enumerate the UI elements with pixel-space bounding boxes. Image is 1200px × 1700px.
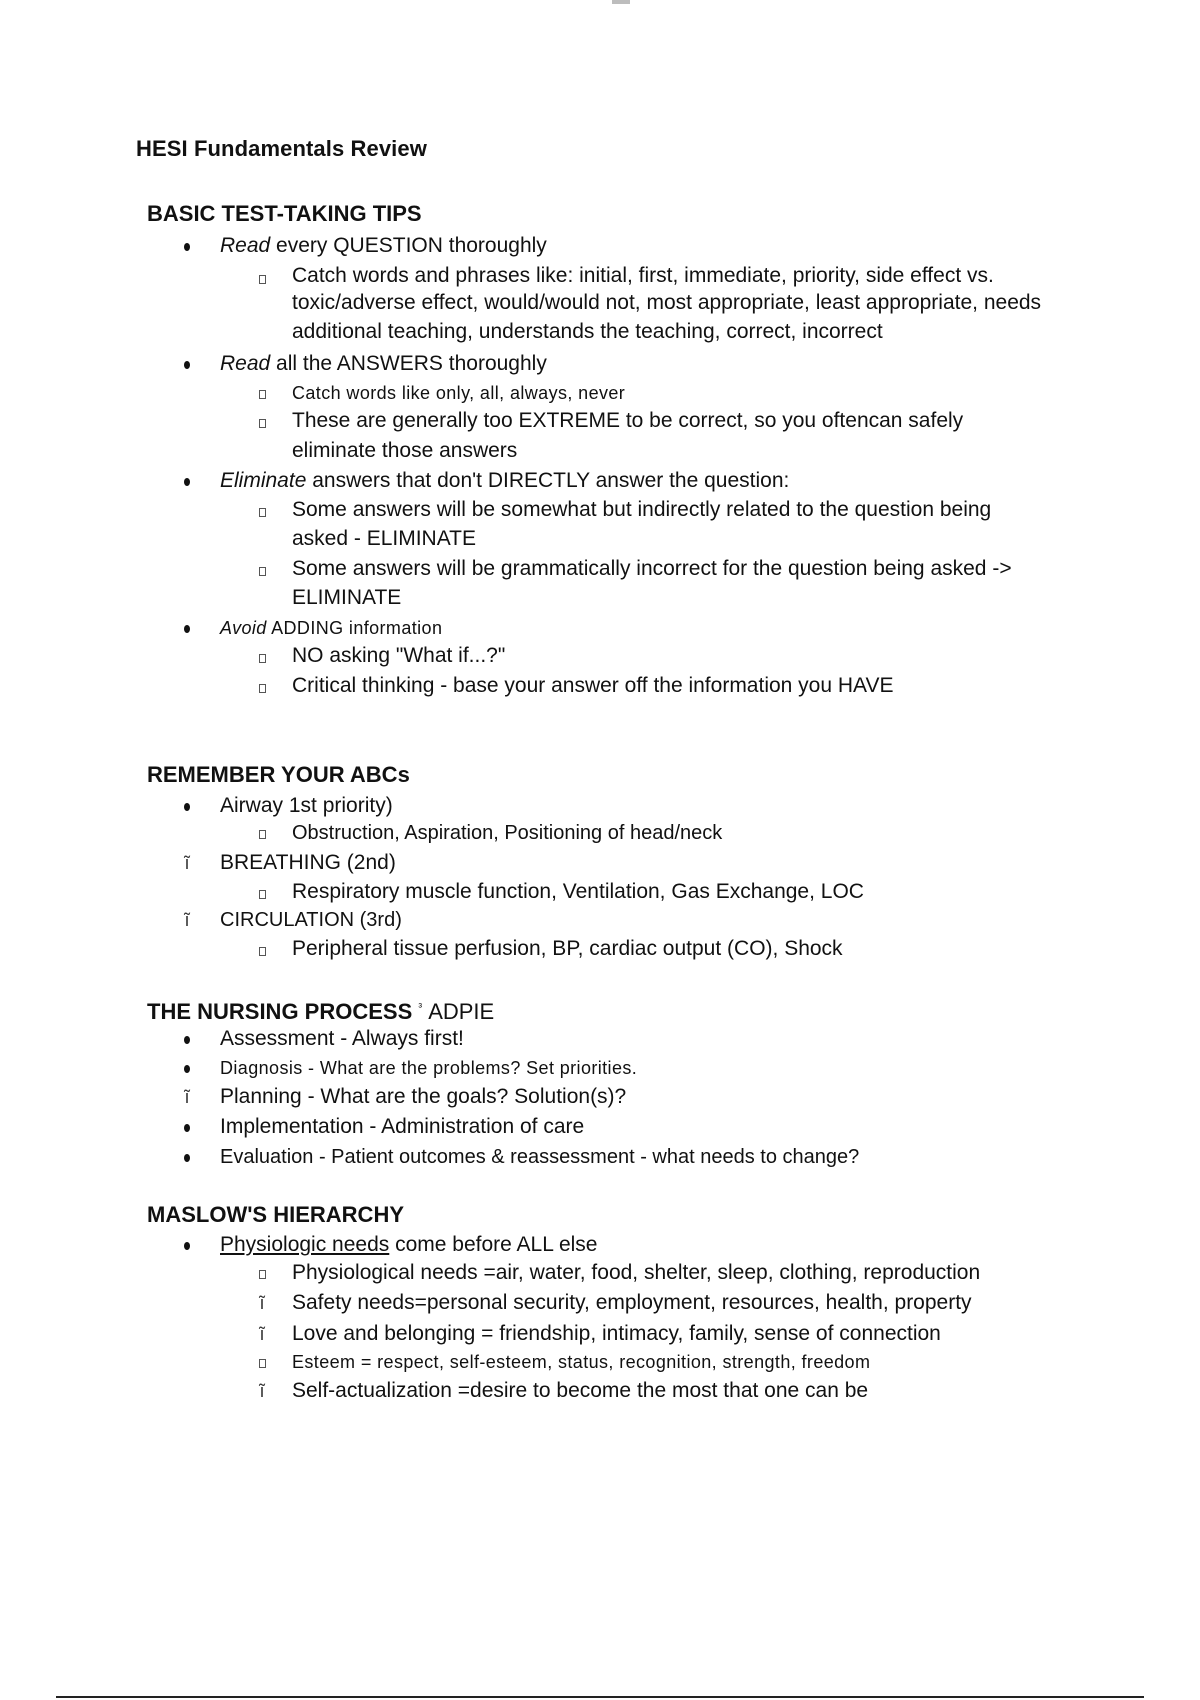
sub-bullet-icon [256,673,268,701]
list-subitem: NO asking "What if...?" [292,644,506,667]
list-item: Diagnosis - What are the problems? Set priorities. [220,1058,638,1078]
bullet-icon [180,350,194,378]
document-title: HESI Fundamentals Review [136,136,427,161]
list-subitem: Catch words like only, all, always, never [292,383,626,403]
sub-bullet-icon [256,819,268,847]
page-bottom-divider [56,1696,1144,1698]
list-subitem-continued: ELIMINATE [292,586,402,609]
list-item: Read every QUESTION thoroughly [220,234,547,257]
sub-bullet-icon [256,879,268,907]
list-item: Read all the ANSWERS thoroughly [220,352,547,375]
list-subitem-continued: eliminate those answers [292,439,518,462]
section-heading-maslows-hierarchy: MASLOW'S HIERARCHY [147,1202,405,1227]
section-heading-nursing-process: THE NURSING PROCESS $^{^3}$ ADPIE [147,999,495,1024]
list-item: Assessment - Always first! [220,1027,464,1050]
bullet-icon [180,1025,194,1053]
list-subitem-continued: additional teaching, understands the teaching, correct, incorrect [292,320,883,343]
bullet-icon [180,792,194,820]
bullet-icon [180,1113,194,1141]
list-subitem: Obstruction, Aspiration, Positioning of head/neck [292,822,723,844]
bullet-icon [180,467,194,495]
list-subitem: These are generally too EXTREME to be correct, so you oftencan safely [292,409,964,432]
sub-bullet-icon [256,556,268,584]
section-heading-test-taking-tips: BASIC TEST-TAKING TIPS [147,201,422,226]
bullet-icon [180,232,194,260]
list-item: Evaluation - Patient outcomes & reassessment - what needs to change? [220,1146,860,1168]
sub-bullet-icon [256,1259,268,1287]
list-subitem: Esteem = respect, self-esteem, status, recognition, strength, freedom [292,1352,871,1372]
list-subitem: Self-actualization =desire to become the most that one can be [292,1379,869,1402]
bullet-icon: ĩ [184,853,190,873]
list-subitem: Peripheral tissue perfusion, BP, cardiac output (CO), Shock [292,937,843,960]
list-subitem: Love and belonging = friendship, intimacy, family, sense of connection [292,1322,941,1345]
list-subitem: Safety needs=personal security, employment, resources, health, property [292,1291,972,1314]
sub-bullet-icon [256,643,268,671]
sub-bullet-icon [256,379,268,407]
bullet-icon [180,1054,194,1082]
sub-bullet-icon [256,1348,268,1376]
bullet-icon: ĩ [184,910,190,930]
sub-bullet-icon [256,497,268,525]
list-item: Planning - What are the goals? Solution(s)? [220,1085,627,1108]
list-item: Implementation - Administration of care [220,1115,585,1138]
sub-bullet-icon: ĩ [259,1324,265,1344]
sub-bullet-icon [256,408,268,436]
bullet-icon [180,614,194,642]
bullet-icon [180,1143,194,1171]
sub-bullet-icon [256,936,268,964]
list-subitem: Respiratory muscle function, Ventilation, Gas Exchange, LOC [292,880,864,903]
sub-bullet-icon: ĩ [259,1381,265,1401]
list-item: CIRCULATION (3rd) [220,909,402,931]
sub-bullet-icon: ĩ [259,1293,265,1313]
list-item: Avoid ADDING information [220,618,443,638]
list-subitem-continued: asked - ELIMINATE [292,527,476,550]
list-item: Physiologic needs come before ALL else [220,1233,598,1256]
page-scan-mark [612,0,630,4]
list-subitem: Critical thinking - base your answer off the information you HAVE [292,674,894,697]
sub-bullet-icon [256,264,268,292]
list-subitem: Some answers will be somewhat but indirectly related to the question being [292,498,992,521]
list-subitem: Physiological needs =air, water, food, shelter, sleep, clothing, reproduction [292,1261,981,1284]
list-subitem: Catch words and phrases like: initial, first, immediate, priority, side effect vs. [292,264,994,287]
list-item: BREATHING (2nd) [220,851,396,874]
list-item: Eliminate answers that don't DIRECTLY answer the question: [220,469,790,492]
list-subitem: Some answers will be grammatically incorrect for the question being asked -> [292,557,1012,580]
list-item: Airway 1st priority) [220,794,393,817]
bullet-icon: ĩ [184,1087,190,1107]
list-subitem-continued: toxic/adverse effect, would/would not, most appropriate, least appropriate, needs [292,291,1042,314]
section-heading-abcs: REMEMBER YOUR ABCs [147,762,410,787]
bullet-icon [180,1231,194,1259]
